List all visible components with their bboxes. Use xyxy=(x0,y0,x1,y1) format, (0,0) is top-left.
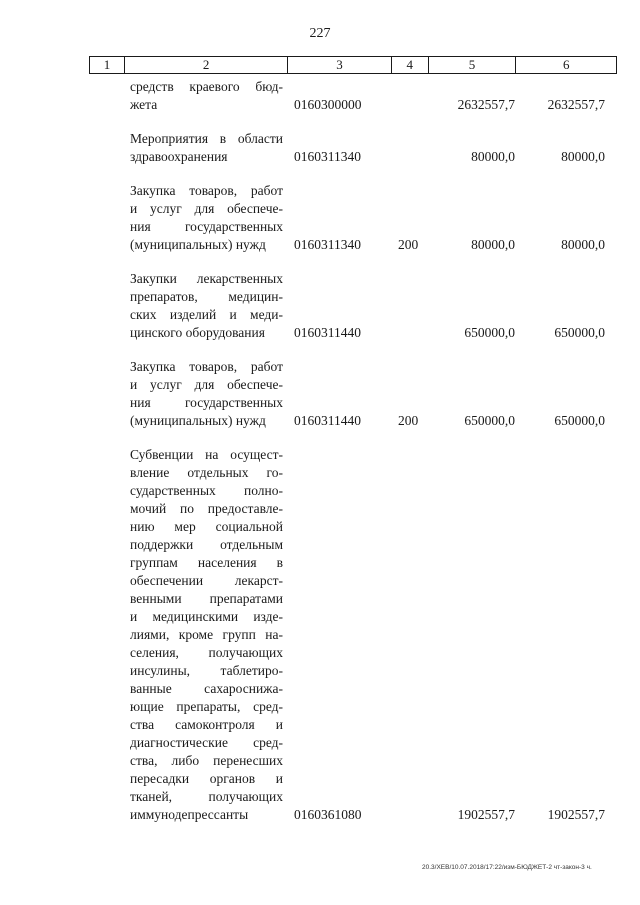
row-amount-col6: 2632557,7 xyxy=(547,97,605,112)
row-amount-col5: 80000,0 xyxy=(471,237,515,252)
description-line: здравоохранения xyxy=(130,149,228,164)
description-line: и медицинскими изде- xyxy=(130,609,283,624)
row-amount-col6: 80000,0 xyxy=(561,237,605,252)
description-line: поддержки отдельным xyxy=(130,537,283,552)
description-line: обеспечении лекарст- xyxy=(130,573,283,588)
description-line: Субвенции на осущест- xyxy=(130,447,283,462)
row-expense-type: 200 xyxy=(398,413,419,428)
row-amount-col6: 650000,0 xyxy=(554,325,605,340)
row-amount-col6: 1902557,7 xyxy=(547,807,605,822)
row-amount-col6: 80000,0 xyxy=(561,149,605,164)
description-line: сударственных полно- xyxy=(130,483,283,498)
footer-stamp: 20.3/ХЕВ/10.07.2018/17:22/изм-БЮДЖЕТ-2 чт-закон-3 ч. xyxy=(422,864,592,871)
description-line: ющие препараты, сред- xyxy=(130,699,283,714)
row-code: 0160311440 xyxy=(294,413,361,428)
description-line: мочий по предоставле- xyxy=(130,501,283,516)
row-description xyxy=(130,358,283,430)
description-line: иммунодепрессанты xyxy=(130,807,249,822)
row-amount-col5: 650000,0 xyxy=(464,325,515,340)
header-col-1: 1 xyxy=(90,57,125,73)
description-line: пересадки органов и xyxy=(130,771,283,786)
description-line: ния государственных xyxy=(130,219,283,234)
row-description xyxy=(130,78,283,114)
description-line: нию мер социальной xyxy=(130,519,283,534)
description-line: инсулины, таблетиро- xyxy=(130,663,283,678)
description-line: Мероприятия в области xyxy=(130,131,283,146)
row-amount-col5: 2632557,7 xyxy=(457,97,515,112)
header-col-4: 4 xyxy=(392,57,429,73)
description-line: (муниципальных) нужд xyxy=(130,237,266,252)
row-code: 0160311440 xyxy=(294,325,361,340)
row-code: 0160300000 xyxy=(294,97,362,112)
description-line: ванные сахароснижа- xyxy=(130,681,283,696)
description-line: группам населения в xyxy=(130,555,283,570)
header-col-5: 5 xyxy=(429,57,517,73)
description-line: тканей, получающих xyxy=(130,789,283,804)
row-description xyxy=(130,130,283,166)
description-line: диагностические сред- xyxy=(130,735,283,750)
row-description xyxy=(130,270,283,342)
description-line: вление отдельных го- xyxy=(130,465,283,480)
description-line: Закупка товаров, работ xyxy=(130,183,283,198)
description-line: венными препаратами xyxy=(130,591,283,606)
description-line: препаратов, медицин- xyxy=(130,289,283,304)
description-line: ства, либо перенесших xyxy=(130,753,283,768)
description-line: ния государственных xyxy=(130,395,283,410)
description-line: селения, получающих xyxy=(130,645,283,660)
description-line: и услуг для обеспече- xyxy=(130,377,283,392)
description-line: ских изделий и меди- xyxy=(130,307,283,322)
row-code: 0160361080 xyxy=(294,807,362,822)
header-col-6: 6 xyxy=(562,57,570,72)
description-line: ства самоконтроля и xyxy=(130,717,283,732)
row-description xyxy=(130,446,283,824)
row-code: 0160311340 xyxy=(294,149,361,164)
row-amount-col5: 1902557,7 xyxy=(457,807,515,822)
row-amount-col5: 80000,0 xyxy=(471,149,515,164)
header-col-2: 2 xyxy=(125,57,288,73)
row-expense-type: 200 xyxy=(398,237,419,252)
description-line: и услуг для обеспече- xyxy=(130,201,283,216)
description-line: Закупки лекарственных xyxy=(130,271,283,286)
row-amount-col6: 650000,0 xyxy=(554,413,605,428)
description-line: (муниципальных) нужд xyxy=(130,413,266,428)
row-amount-col5: 650000,0 xyxy=(464,413,515,428)
description-line: Закупка товаров, работ xyxy=(130,359,283,374)
row-description xyxy=(130,182,283,254)
page-number: 227 xyxy=(309,26,331,41)
description-line: цинского оборудования xyxy=(130,325,265,340)
table-header xyxy=(89,56,617,74)
description-line: жета xyxy=(130,97,158,112)
description-line: лиями, кроме групп на- xyxy=(130,627,283,642)
row-code: 0160311340 xyxy=(294,237,361,252)
header-col-3: 3 xyxy=(288,57,392,73)
description-line: средств краевого бюд- xyxy=(130,79,283,94)
